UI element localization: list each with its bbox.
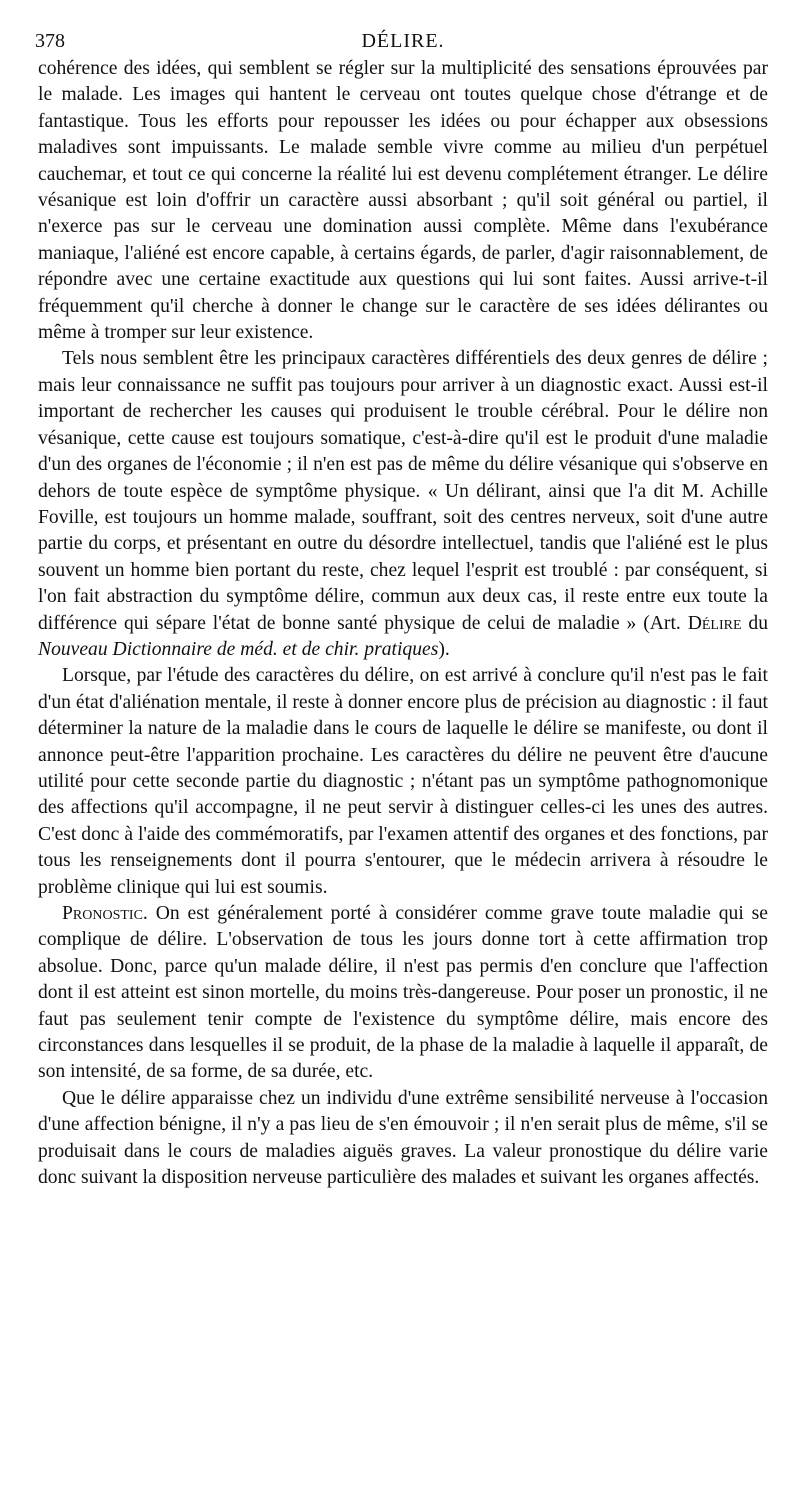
page-number: 378 — [35, 30, 65, 52]
reference-close: ). — [438, 638, 450, 660]
paragraph-1: cohérence des idées, qui semblent se régler sur la multiplicité des sensations éprouvées par le malade. Les images qui hantent le cerveau ont toutes quelque chose d'étrange et de fantastique. Tous les efforts pour repousser les idées ou pour échapper aux obsessions maladives sont impuissants. Le malade semble vivre comme au milieu d'un perpétuel cauchemar, et tout ce qui concerne la réalité lui est devenu complétement étranger. Le délire vésanique est loin d'offrir un caractère aussi absorbant ; qu'il soit général ou partiel, il n'exerce pas sur le cerveau une domination aussi complète. Même dans l'exubérance maniaque, l'aliéné est encore capable, à certains égards, de parler, d'agir raisonnablement, de répondre avec une certaine exactitude aux questions qui lui sont faites. Aussi arrive-t-il fréquemment qu'il cherche à donner le change sur le caractère de ses idées délirantes ou même à tromper sur leur existence. — [38, 58, 768, 344]
paragraph-prognosis — [38, 901, 768, 1086]
book-page — [35, 30, 769, 1191]
running-title: DÉLIRE. — [361, 30, 445, 52]
reference-connector: du — [748, 612, 769, 634]
paragraph-2-text: Tels nous semblent être les principaux caractères différentiels des deux genres de délire ; mais leur connaissance ne suffit pas toujours pour arriver à un diagnostic exact. Aussi est-il important de rechercher les causes qui produisent le trouble cérébral. Pour le délire non vésanique, cette cause est toujours somatique, c'est-à-dire qu'il est le produit d'une maladie d'un des organes de l'économie ; il n'en est pas de même du délire vésanique qui s'observe en dehors de toute espèce de symptôme physique. « Un délirant, ainsi que l'a dit M. Achille Foville, est toujours un homme malade, souffrant, soit des centres nerveux, soit d'une autre partie du corps, et présentant en outre du désordre intellectuel, tandis que l'aliéné est le plus souvent un homme bien portant du reste, chez lequel l'esprit est troublé : par conséquent, si l'on fait abstraction du symptôme délire, commun aux deux cas, il reste entre eux toute la différence qui sépare l'état de bonne santé physique de celui de maladie » (Art. — [38, 348, 768, 634]
cited-work-title: Nouveau Dictionnaire de méd. et de chir. pratiques — [38, 638, 439, 660]
article-reference: Délire — [687, 612, 742, 634]
page-header — [35, 30, 768, 56]
paragraph-3: Lorsque, par l'étude des caractères du délire, on est arrivé à conclure qu'il n'est pas le fait d'un état d'aliénation mentale, il reste à donner encore plus de précision au diagnostic : il faut déterminer la nature de la maladie dans le cours de laquelle le délire se manifeste, ou dont il annonce peut-être l'apparition prochaine. Les caractères du délire ne peuvent être d'aucune utilité pour cette seconde partie du diagnostic ; n'étant pas un symptôme pathognomonique des affections qu'il accompagne, il ne peut servir à distinguer celles-ci les unes des autres. C'est donc à l'aide des commémoratifs, par l'examen attentif des organes et des fonctions, par tous les renseignements dont il pourra s'entourer, que le médecin arrivera à résoudre le problème clinique qui lui est soumis. — [38, 665, 768, 898]
paragraph-prognosis-text: On est généralement porté à considérer comme grave toute maladie qui se complique de délire. L'observation de tous les jours donne tort à cette affirmation trop absolue. Donc, parce qu'un malade délire, il n'est pas permis d'en conclure que l'affection dont il est atteint est sinon mortelle, du moins très-dangereuse. Pour poser un pronostic, il ne faut pas seulement tenir compte de l'existence du symptôme délire, mais encore des circonstances dans lesquelles il se produit, de la phase de la maladie à laquelle il apparaît, de son intensité, de sa forme, de sa durée, etc. — [38, 903, 768, 1083]
section-lead-prognostic: Pronostic. — [62, 903, 148, 924]
paragraph-2 — [38, 346, 768, 663]
paragraph-5: Que le délire apparaisse chez un individu d'une extrême sensibilité nerveuse à l'occasion d'une affection bénigne, il n'y a pas lieu de s'en émouvoir ; il n'en serait plus de même, s'il se produisait dans le cours de maladies aiguës graves. La valeur pronostique du délire varie donc suivant la disposition nerveuse particulière des malades et suivant les organes affectés. — [38, 1087, 768, 1189]
